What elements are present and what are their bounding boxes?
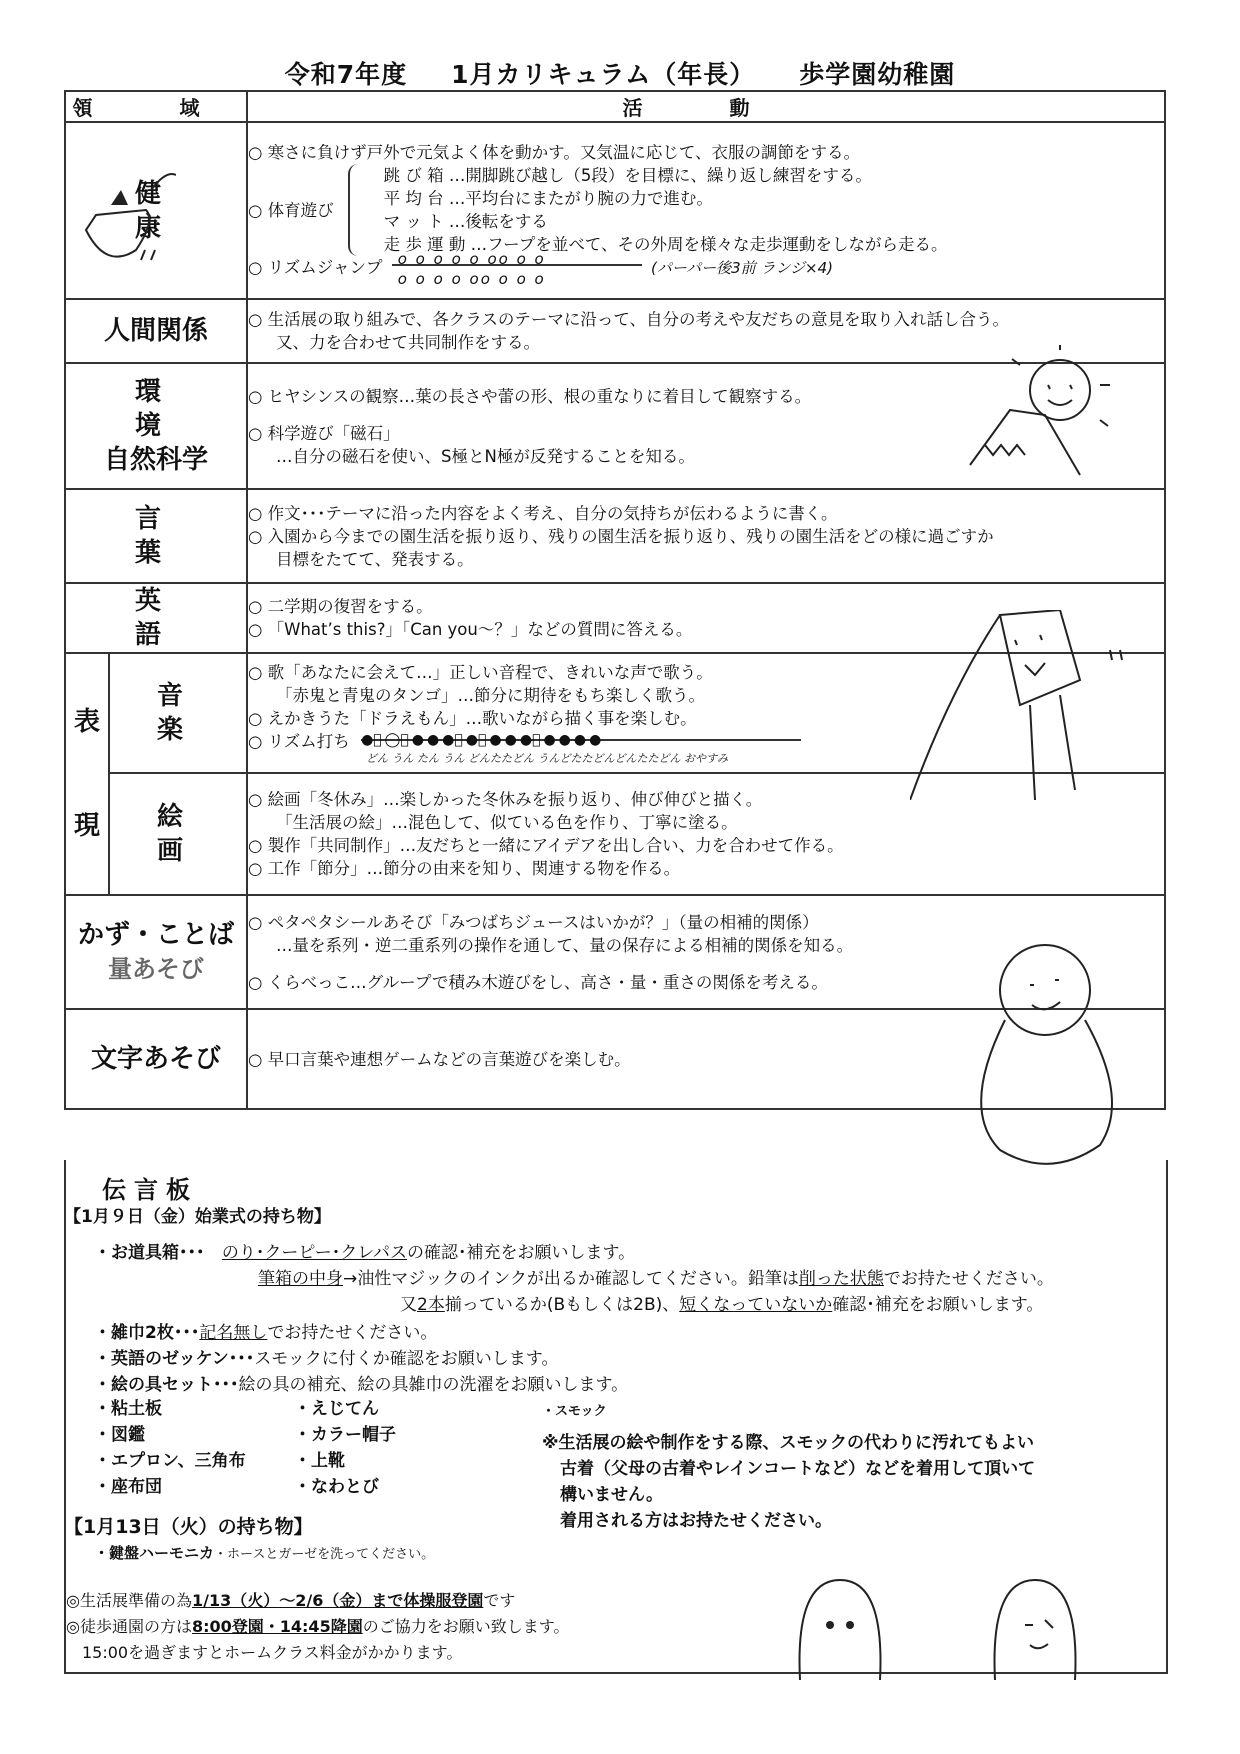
environment-line-1: ○ ヒヤシンスの観察…葉の長さや蕾の形、根の重なりに着目して観察する。 [248,386,812,406]
relations-line-1: ○ 生活展の取り組みで、各クラスのテーマに沿って、自分の考えや友だちの意見を取り入れ話し合う。 [248,310,1009,329]
list-right-2: ・カラー帽子 [294,1425,396,1445]
domain-health: 健 康 [65,122,247,299]
domain-art: 絵 画 [109,773,247,895]
domain-numbers-1: かず・ことば [77,920,234,950]
health-play-label: ○ 体育遊び [248,200,334,220]
environment-line-3: …自分の磁石を使い、S極とN極が反発することを知る。 [276,446,695,466]
list-left-2: ・図鑑 [94,1425,145,1445]
title-year: 令和7年度 [284,60,408,89]
health-rhythm [248,249,1164,288]
page-title [0,55,1240,91]
rhythm-jump-note: (パーパー後3前 ランジ×4) [650,259,833,277]
domain-music: 音 楽 [109,653,247,773]
ghost-doodle [910,610,1130,800]
english-line-2: ○ 「What’s this?」「Can you～？」などの質問に答える。 [248,620,693,639]
rhythm-jump-label: ○ リズムジャンプ [248,258,383,277]
spinning-top-doodle [66,160,176,280]
list-right-1: ・えじてん [294,1399,379,1419]
health-play-4: 走 歩 運 動 …フープを並べて、その外周を様々な走歩運動をしながら走る。 [383,235,948,254]
list-left-1: ・粘土板 [94,1399,162,1419]
smock-line-3: 構いません。 [560,1485,664,1505]
item-pencil-case: 筆箱の中身→油性マジックのインクが出るか確認してください。鉛筆は削った状態でお持たせください。 [258,1269,1054,1289]
domain-numbers-2: 量あそび [108,955,204,983]
domain-numbers [65,895,247,1009]
language-line-2: ○ 入園から今までの園生活を振り返り、残りの園生活を振り返り、残りの園生活をどの様に過ごすか [248,526,994,546]
art-line-4: ○ 工作「節分」…節分の由来を知り、関連する物を作る。 [248,859,681,878]
english-line-1: ○ 二学期の復習をする。 [248,597,433,616]
numbers-line-2: …量を系列・逆二重系列の操作を通して、量の保存による相補的関係を知る。 [276,935,854,955]
rice-cake-doodle [790,1560,1100,1690]
item-tool-box: ・お道具箱･･･ のり･クーピー･クレパスの確認･補充をお願いします。 [94,1243,636,1263]
domain-expression [65,653,109,895]
relations-line-2: 又、力を合わせて共同制作をする。 [276,333,540,352]
domain-english: 英 語 [65,583,247,653]
list-left [94,1396,246,1500]
list-left-3: ・エプロン、三角布 [94,1451,246,1471]
language-line-3: 目標をたてて、発表する。 [276,549,474,569]
art-line-2: 「生活展の絵」…混色して、似ている色を作り、丁寧に塗る。 [276,813,738,832]
environment-line-2: ○ 科学遊び「磁石」 [248,423,400,443]
numbers-line-3: ○ くらべっこ…グループで積み木遊びをし、高さ・量・重さの関係を考える。 [248,972,828,992]
item-rags: ・雑巾2枚･･･記名無しでお持たせください。 [94,1323,438,1343]
note-walk-commute: ◎徒歩通園の方は8:00登園・14:45降園のご協力をお願い致します。 [66,1617,570,1636]
title-school: 歩学園幼稚園 [799,60,956,89]
section-jan13: 【1月13日（火）の持ち物】 [64,1516,313,1538]
smock-line-4: 着用される方はお持たせください。 [560,1511,832,1531]
daruma-doodle [960,930,1170,1170]
art-line-3: ○ 製作「共同制作」…友だちと一緒にアイデアを出し合い、力を合わせて作る。 [248,836,844,855]
health-play-1: 跳 び 箱 …開脚跳び越し（5段）を目標に、繰り返し練習をする。 [383,166,872,185]
item-pencils: 又2本揃っているか(Bもしくは2B)、短くなっていないか確認･補充をお願いします。 [400,1295,1044,1315]
smock-line-1: ※生活展の絵や制作をする際、スモックの代わりに汚れてもよい [542,1433,1035,1453]
domain-relations: 人間関係 [65,299,247,363]
letters-line-1: ○ 早口言葉や連想ゲームなどの言葉遊びを楽しむ。 [248,1049,631,1069]
item-melodica: ・鍵盤ハーモニカ・ホースとガーゼを洗ってください。 [94,1544,435,1562]
smock-note [542,1430,1082,1534]
sun-mountain-doodle [960,345,1120,495]
row-language [65,489,1165,583]
music-line-2: 「赤鬼と青鬼のタンゴ」…節分に期待をもち楽しく歌う。 [276,686,705,705]
domain-expression-2: 現 [73,811,100,841]
art-line-1: ○ 絵画「冬休み」…楽しかった冬休みを振り返り、伸び伸びと描く。 [248,790,763,809]
rhythm-beat-label: ○ リズム打ち [248,732,350,751]
rhythm-beat-marks: ●ﾞ◯ﾞ●●●ﾞ●ﾞ●●●ﾞ●●●● [361,732,605,748]
smock-label: ・スモック [542,1404,607,1419]
row-health [65,122,1165,299]
health-line-1: ○ 寒さに負けず戸外で元気よく体を動かす。又気温に応じて、衣服の調節をする。 [248,143,860,162]
language-line-1: ○ 作文･･･テーマに沿った内容をよく考え、自分の気持ちが伝わるように書く。 [248,503,838,523]
music-line-1: ○ 歌「あなたに会えて…」正しい音程で、きれいな声で歌う。 [248,663,713,682]
rhythm-beat-words: どん うん たん うん どんたたどん うんどたたどんどんたたどん おやすみ [366,752,728,765]
title-name: 1月カリキュラム（年長） [451,60,756,89]
numbers-line-1: ○ ペタペタシールあそび「みつばちジュースはいかが？」（量の相補的関係） [248,912,819,932]
music-line-3: ○ えかきうた「ドラえもん」…歌いながら描く事を楽しむ。 [248,709,697,728]
domain-language: 言 葉 [65,489,247,583]
header-activity: 活 動 [247,91,1165,122]
domain-environment-2: 自然科学 [103,445,208,475]
item-paint-set: ・絵の具セット･･･絵の具の補充、絵の具雑巾の洗濯をお願いします。 [94,1375,629,1395]
health-play-2: 平 均 台 …平均台にまたがり腕の力で進む。 [383,189,713,208]
header-domain: 領 域 [65,91,247,122]
list-right-3: ・上靴 [294,1451,345,1471]
rhythm-jump-line [392,249,642,288]
activities-health [247,122,1165,299]
rhythm-dots-top: o o o o o oo o o [397,249,546,268]
section-jan9: 【1月９日（金）始業式の持ち物】 [64,1207,331,1227]
brace-mark [348,164,376,256]
list-left-4: ・座布団 [94,1477,162,1497]
item-english-bib: ・英語のゼッケン･･･スモックに付くか確認をお願いします。 [94,1349,559,1369]
domain-environment [65,363,247,489]
list-right [294,1396,396,1500]
physical-play [248,164,1164,256]
health-play-3: マ ッ ト …後転をする [383,212,548,231]
message-board-heading: 伝言板 [102,1176,198,1204]
note-extra-fee: 15:00を過ぎますとホームクラス料金がかかります。 [82,1643,463,1662]
list-right-4: ・なわとび [294,1477,379,1497]
smock-line-2: 古着（父母の古着やレインコートなど）などを着用して頂いて [560,1459,1036,1479]
note-gym-clothes: ◎生活展準備の為1/13（火）～2/6（金）まで体操服登園です [66,1591,516,1610]
rhythm-beat-line [361,727,801,748]
domain-environment-1: 環 境 [134,377,197,441]
domain-letters: 文字あそび [65,1009,247,1109]
activities-language [247,489,1165,583]
rhythm-dots-bottom: o o o o oo o o o [397,269,546,288]
domain-expression-1: 表 [73,707,100,737]
